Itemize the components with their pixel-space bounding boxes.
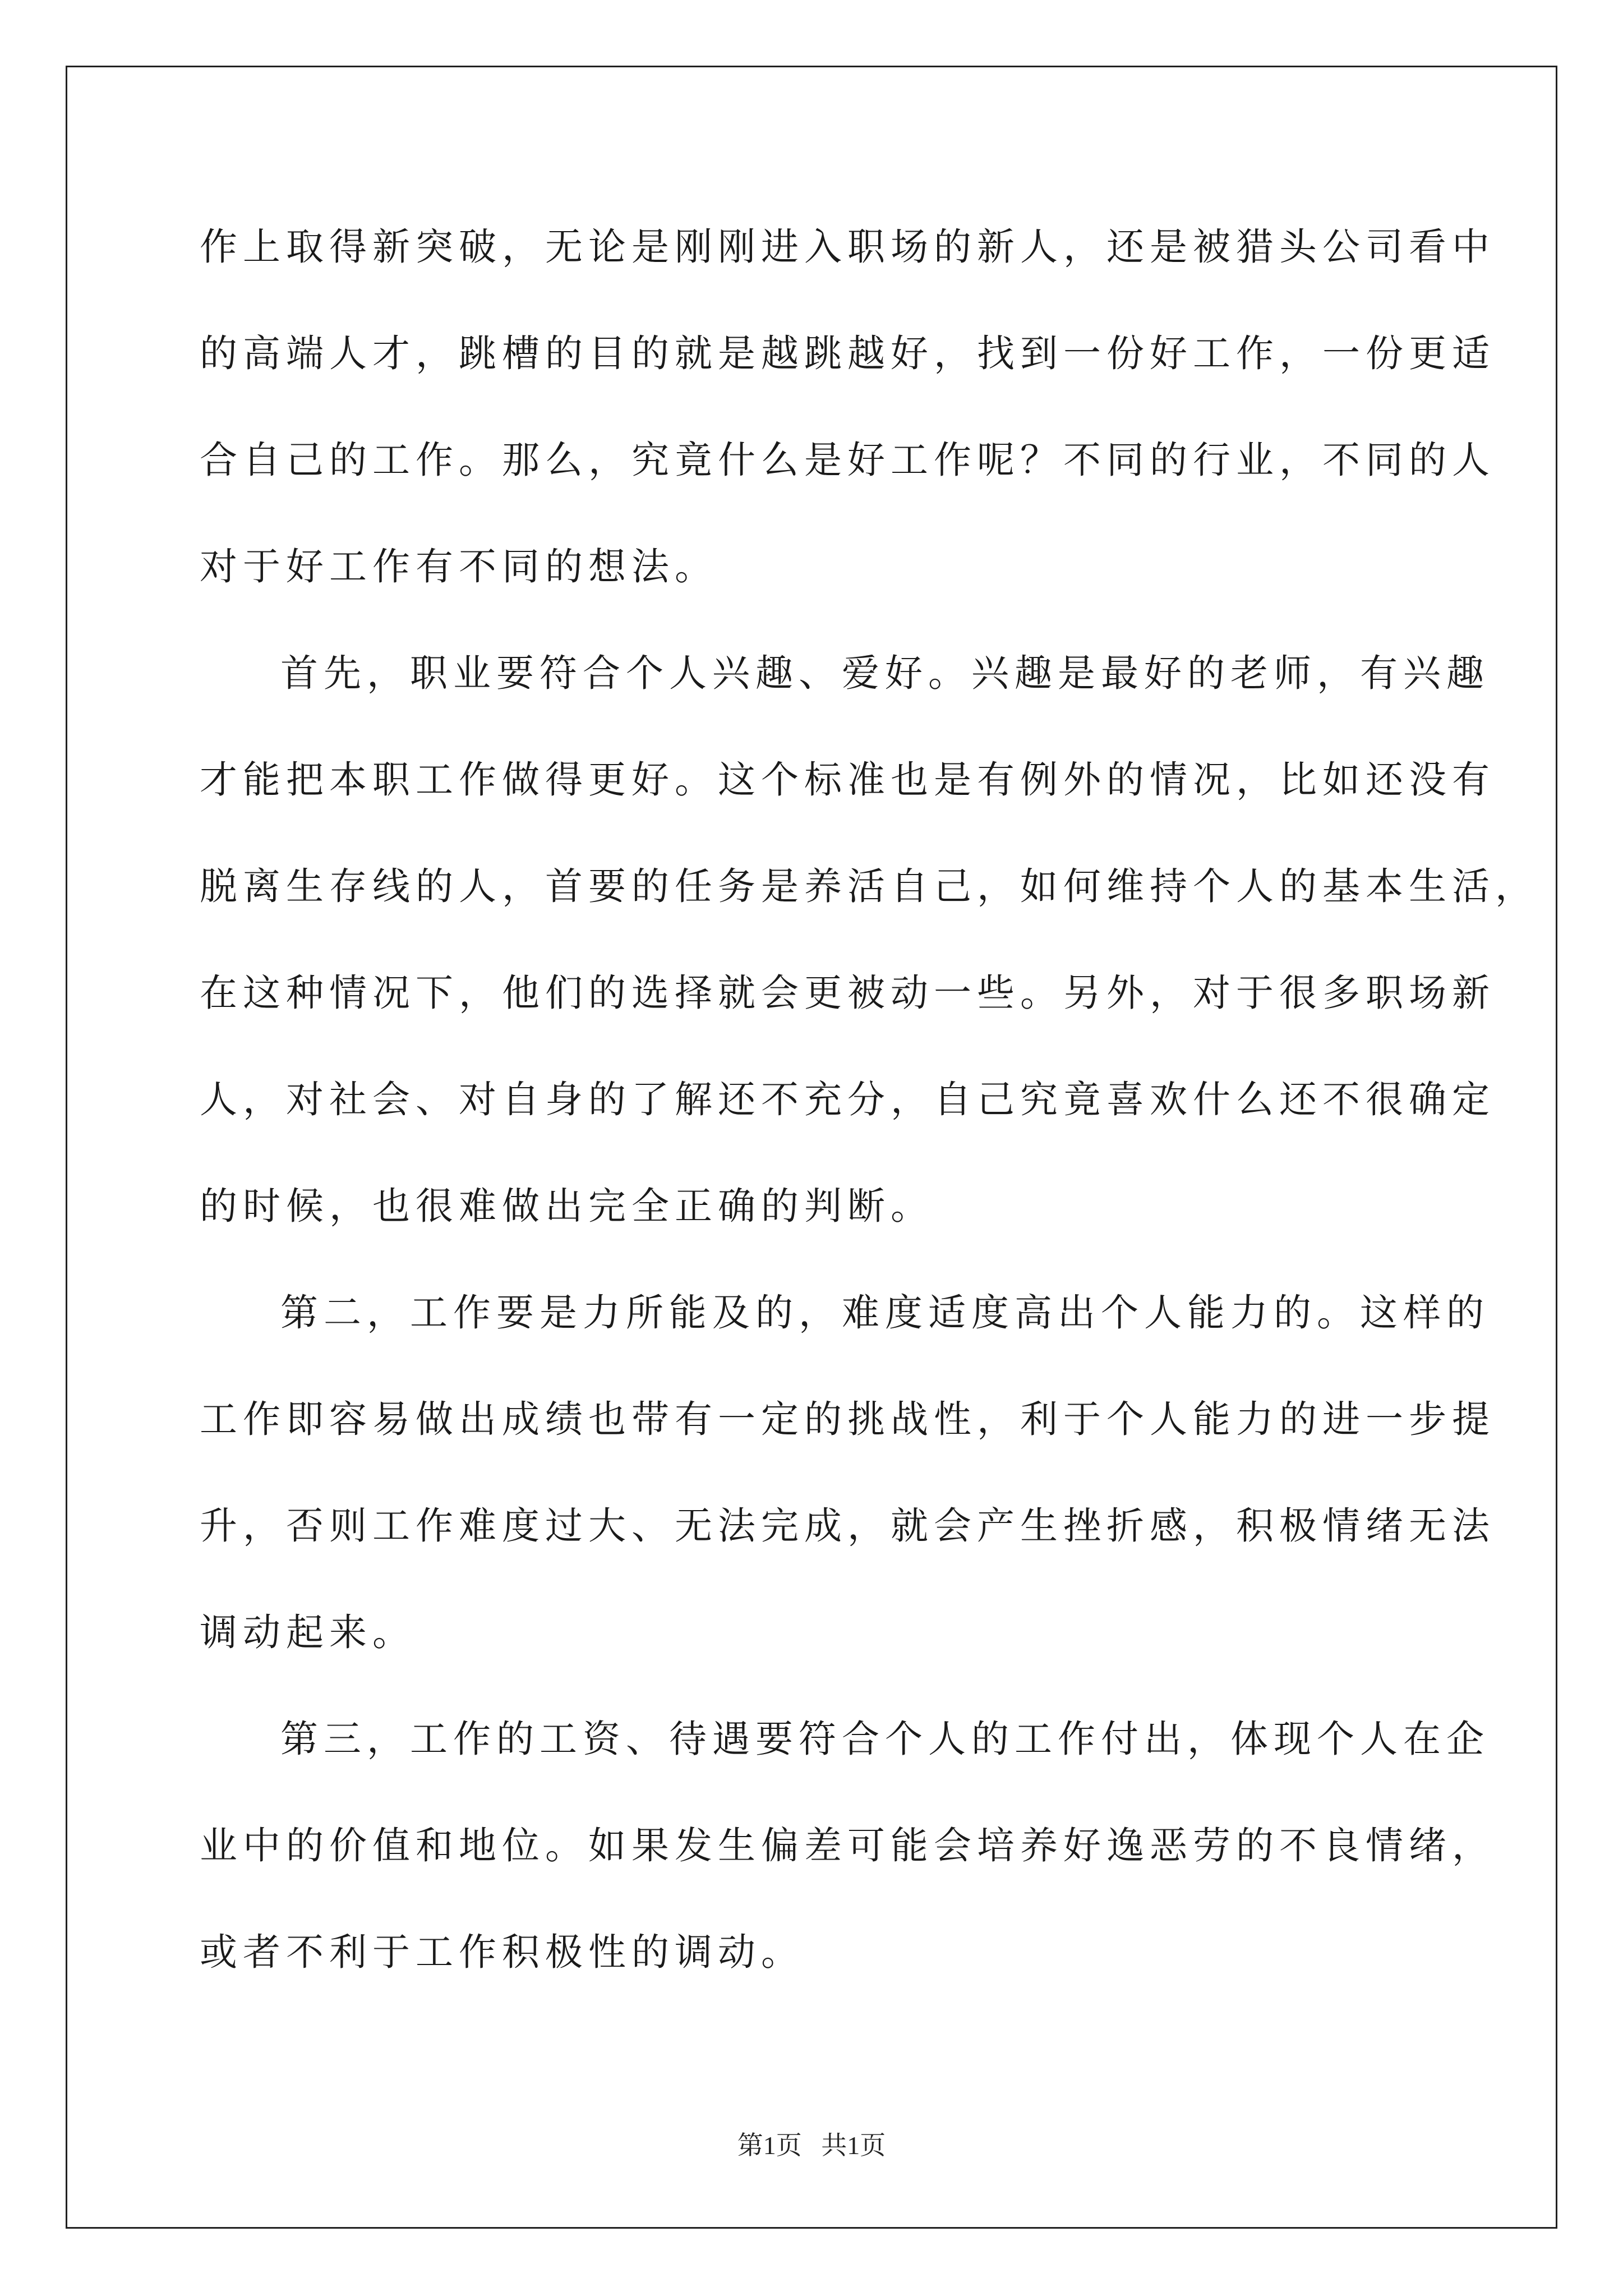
- paragraph-1-line-4: 对于好工作有不同的想法。: [200, 545, 718, 588]
- paragraph-3-line-3: 升，否则工作难度过大、无法完成，就会产生挫折感，积极情绪无法: [200, 1504, 1495, 1548]
- paragraph-3-line-2: 工作即容易做出成绩也带有一定的挑战性，利于个人能力的进一步提: [200, 1397, 1495, 1441]
- paragraph-4-line-3: 或者不利于工作积极性的调动。: [200, 1930, 804, 1974]
- paragraph-2-line-1: 首先，职业要符合个人兴趣、爱好。兴趣是最好的老师，有兴趣: [280, 651, 1490, 695]
- paragraph-2-line-5: 人，对社会、对自身的了解还不充分，自己究竟喜欢什么还不很确定: [200, 1078, 1495, 1121]
- page-border: [66, 66, 1557, 2229]
- paragraph-4-line-2: 业中的价值和地位。如果发生偏差可能会培养好逸恶劳的不良情绪，: [200, 1824, 1495, 1867]
- paragraph-3-line-4: 调动起来。: [200, 1611, 416, 1654]
- paragraph-4-line-1: 第三，工作的工资、待遇要符合个人的工作付出，体现个人在企: [280, 1717, 1490, 1761]
- paragraph-1-line-1: 作上取得新突破，无论是刚刚进入职场的新人，还是被猎头公司看中: [200, 225, 1495, 269]
- page-footer: 第1页 共1页: [737, 2131, 886, 2160]
- paragraph-2-line-3: 脱离生存线的人，首要的任务是养活自己，如何维持个人的基本生活，: [200, 864, 1538, 908]
- paragraph-2-line-6: 的时候，也很难做出完全正确的判断。: [200, 1184, 934, 1228]
- paragraph-2-line-4: 在这种情况下，他们的选择就会更被动一些。另外，对于很多职场新: [200, 971, 1495, 1015]
- paragraph-2-line-2: 才能把本职工作做得更好。这个标准也是有例外的情况，比如还没有: [200, 758, 1495, 802]
- paragraph-1-line-2: 的高端人才，跳槽的目的就是越跳越好，找到一份好工作，一份更适: [200, 332, 1495, 375]
- paragraph-3-line-1: 第二，工作要是力所能及的，难度适度高出个人能力的。这样的: [280, 1291, 1490, 1335]
- paragraph-1-line-3: 合自己的工作。那么，究竟什么是好工作呢？不同的行业，不同的人: [200, 438, 1495, 482]
